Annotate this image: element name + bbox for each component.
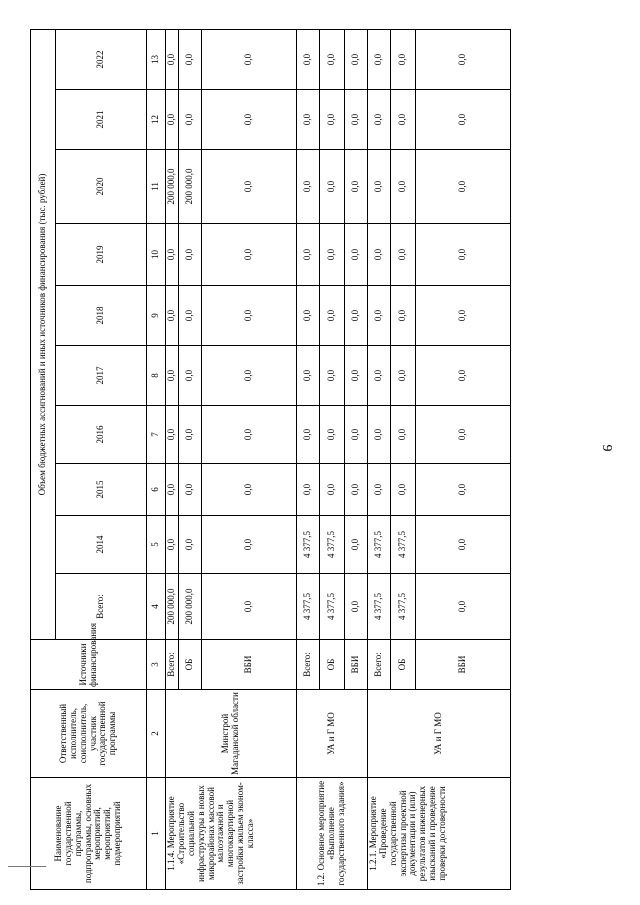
table-cell: 0,0 bbox=[344, 346, 367, 406]
item-source: ОБ bbox=[390, 640, 415, 690]
table-cell: 0,0 bbox=[390, 224, 415, 286]
column-number: 1 bbox=[147, 778, 166, 890]
table-cell: 0,0 bbox=[390, 406, 415, 464]
footer-rule bbox=[8, 866, 46, 867]
column-number: 13 bbox=[147, 29, 166, 89]
column-number: 9 bbox=[147, 286, 166, 346]
column-number: 7 bbox=[147, 406, 166, 464]
table-cell: 0,0 bbox=[415, 150, 510, 224]
table-cell: 4 377,5 bbox=[390, 574, 415, 640]
column-number: 4 bbox=[147, 574, 166, 640]
table-cell: 0,0 bbox=[166, 224, 179, 286]
header-year: 2019 bbox=[56, 224, 147, 286]
item-source: Всего: bbox=[367, 640, 390, 690]
table-cell: 0,0 bbox=[166, 516, 179, 574]
table-cell: 0,0 bbox=[166, 464, 179, 516]
table-cell: 0,0 bbox=[390, 29, 415, 89]
table-cell: 0,0 bbox=[178, 29, 201, 89]
item-responsible: УА и Г МО bbox=[296, 690, 367, 778]
table-cell: 0,0 bbox=[415, 346, 510, 406]
table-cell: 0,0 bbox=[319, 464, 344, 516]
table-cell: 0,0 bbox=[367, 464, 390, 516]
table-cell: 0,0 bbox=[201, 29, 296, 89]
table-cell: 0,0 bbox=[296, 150, 319, 224]
item-source: Всего: bbox=[166, 640, 179, 690]
table-cell: 0,0 bbox=[367, 286, 390, 346]
table-row bbox=[166, 29, 179, 889]
item-name: 1.2.1. Мероприятие «Проведение государственной экспертизы проектной документации и (или) результатов инженерных изысканий и проведение проверки достоверности bbox=[367, 778, 510, 890]
table-cell: 0,0 bbox=[415, 286, 510, 346]
item-responsible: УА и Г МО bbox=[367, 690, 510, 778]
table-cell: 4 377,5 bbox=[390, 516, 415, 574]
table-cell: 0,0 bbox=[344, 150, 367, 224]
header-year: 2021 bbox=[56, 90, 147, 150]
table-cell: 0,0 bbox=[319, 224, 344, 286]
column-number: 11 bbox=[147, 150, 166, 224]
table-cell: 0,0 bbox=[201, 150, 296, 224]
table-cell: 0,0 bbox=[296, 406, 319, 464]
header-responsible: Ответственный исполнитель, соисполнитель, участник государственной программы bbox=[31, 690, 147, 778]
table-cell: 0,0 bbox=[319, 406, 344, 464]
funding-table bbox=[30, 29, 511, 890]
item-source: Всего: bbox=[296, 640, 319, 690]
table-cell: 200 000,0 bbox=[166, 150, 179, 224]
header-year: 2020 bbox=[56, 150, 147, 224]
table-cell: 0,0 bbox=[367, 90, 390, 150]
table-cell: 0,0 bbox=[296, 464, 319, 516]
table-cell: 0,0 bbox=[344, 90, 367, 150]
item-source: ВБИ bbox=[344, 640, 367, 690]
table-cell: 0,0 bbox=[390, 346, 415, 406]
table-cell: 0,0 bbox=[415, 406, 510, 464]
table-cell: 0,0 bbox=[415, 516, 510, 574]
table-cell: 0,0 bbox=[201, 574, 296, 640]
table-cell: 4 377,5 bbox=[367, 516, 390, 574]
table-cell: 0,0 bbox=[201, 346, 296, 406]
table-cell: 0,0 bbox=[344, 224, 367, 286]
table-cell: 0,0 bbox=[319, 150, 344, 224]
header-funding: Объем бюджетных ассигнований и иных источников финансирования (тыс. рублей) bbox=[31, 29, 56, 639]
table-cell: 0,0 bbox=[390, 286, 415, 346]
table-cell: 0,0 bbox=[415, 464, 510, 516]
item-name: 1.2. Основное мероприятие «Выполнение государственного задания» bbox=[296, 778, 367, 890]
table-cell: 0,0 bbox=[367, 29, 390, 89]
table-row bbox=[296, 29, 319, 889]
table-cell: 0,0 bbox=[390, 464, 415, 516]
table-cell: 0,0 bbox=[201, 286, 296, 346]
table-cell: 0,0 bbox=[344, 464, 367, 516]
item-source: ВБИ bbox=[201, 640, 296, 690]
item-responsible: Минстрой Магаданской области bbox=[166, 690, 297, 778]
column-number: 5 bbox=[147, 516, 166, 574]
table-cell: 4 377,5 bbox=[319, 574, 344, 640]
column-number: 2 bbox=[147, 690, 166, 778]
column-number: 10 bbox=[147, 224, 166, 286]
table-cell: 0,0 bbox=[166, 406, 179, 464]
table-cell: 0,0 bbox=[319, 286, 344, 346]
table-cell: 0,0 bbox=[344, 574, 367, 640]
table-cell: 0,0 bbox=[367, 346, 390, 406]
table-cell: 0,0 bbox=[415, 224, 510, 286]
column-number: 12 bbox=[147, 90, 166, 150]
table-cell: 0,0 bbox=[178, 406, 201, 464]
column-number: 6 bbox=[147, 464, 166, 516]
table-cell: 0,0 bbox=[296, 90, 319, 150]
table-cell: 0,0 bbox=[178, 90, 201, 150]
item-name: 1.1.4. Мероприятие «Строительство социальной инфраструктуры в новых микрорайонах массовой малоэтажной и многоквартирной застройки жильем эконом-класса» bbox=[166, 778, 297, 890]
table-cell: 0,0 bbox=[319, 90, 344, 150]
table-cell: 0,0 bbox=[367, 150, 390, 224]
table-cell: 0,0 bbox=[296, 29, 319, 89]
table-cell: 0,0 bbox=[344, 516, 367, 574]
table-cell: 0,0 bbox=[415, 574, 510, 640]
header-row-1 bbox=[31, 29, 56, 889]
column-number: 8 bbox=[147, 346, 166, 406]
table-cell: 0,0 bbox=[367, 224, 390, 286]
table-cell: 0,0 bbox=[319, 29, 344, 89]
item-source: ОБ bbox=[319, 640, 344, 690]
header-total: Всего: bbox=[56, 574, 147, 640]
table-cell: 0,0 bbox=[178, 464, 201, 516]
table-cell: 4 377,5 bbox=[319, 516, 344, 574]
table-cell: 0,0 bbox=[344, 29, 367, 89]
table-cell: 0,0 bbox=[390, 90, 415, 150]
table-cell: 4 377,5 bbox=[367, 574, 390, 640]
header-year: 2017 bbox=[56, 346, 147, 406]
header-year: 2018 bbox=[56, 286, 147, 346]
rotated-page bbox=[30, 30, 590, 890]
table-cell: 0,0 bbox=[201, 224, 296, 286]
header-year: 2015 bbox=[56, 464, 147, 516]
table-cell: 4 377,5 bbox=[296, 516, 319, 574]
table-cell: 4 377,5 bbox=[296, 574, 319, 640]
table-cell: 200 000,0 bbox=[178, 574, 201, 640]
header-year: 2022 bbox=[56, 29, 147, 89]
table-cell: 0,0 bbox=[201, 464, 296, 516]
header-year: 2014 bbox=[56, 516, 147, 574]
header-year: 2016 bbox=[56, 406, 147, 464]
table-cell: 0,0 bbox=[296, 224, 319, 286]
page-number: 9 bbox=[599, 444, 614, 452]
table-cell: 0,0 bbox=[367, 406, 390, 464]
table-cell: 0,0 bbox=[296, 286, 319, 346]
table-cell: 0,0 bbox=[178, 346, 201, 406]
funding-table-frame bbox=[30, 30, 590, 890]
table-cell: 0,0 bbox=[178, 286, 201, 346]
table-cell: 0,0 bbox=[296, 346, 319, 406]
header-name: Наименование государственной программы, подпрограммы, основных мероприятий, мероприятий, подмероприятий bbox=[31, 778, 147, 890]
table-cell: 200 000,0 bbox=[178, 150, 201, 224]
table-cell: 0,0 bbox=[201, 516, 296, 574]
header-source: Источники финансирования bbox=[31, 640, 147, 690]
table-cell: 0,0 bbox=[415, 90, 510, 150]
item-source: ВБИ bbox=[415, 640, 510, 690]
table-cell: 0,0 bbox=[319, 346, 344, 406]
table-row bbox=[367, 29, 390, 889]
table-cell: 0,0 bbox=[166, 346, 179, 406]
table-cell: 0,0 bbox=[166, 29, 179, 89]
table-cell: 0,0 bbox=[166, 90, 179, 150]
table-cell: 0,0 bbox=[178, 516, 201, 574]
table-cell: 0,0 bbox=[178, 224, 201, 286]
table-cell: 0,0 bbox=[344, 286, 367, 346]
table-cell: 0,0 bbox=[166, 286, 179, 346]
table-cell: 200 000,0 bbox=[166, 574, 179, 640]
column-numbers-row bbox=[147, 29, 166, 889]
table-cell: 0,0 bbox=[390, 150, 415, 224]
table-cell: 0,0 bbox=[201, 406, 296, 464]
item-source: ОБ bbox=[178, 640, 201, 690]
table-cell: 0,0 bbox=[344, 406, 367, 464]
table-cell: 0,0 bbox=[415, 29, 510, 89]
table-cell: 0,0 bbox=[201, 90, 296, 150]
column-number: 3 bbox=[147, 640, 166, 690]
